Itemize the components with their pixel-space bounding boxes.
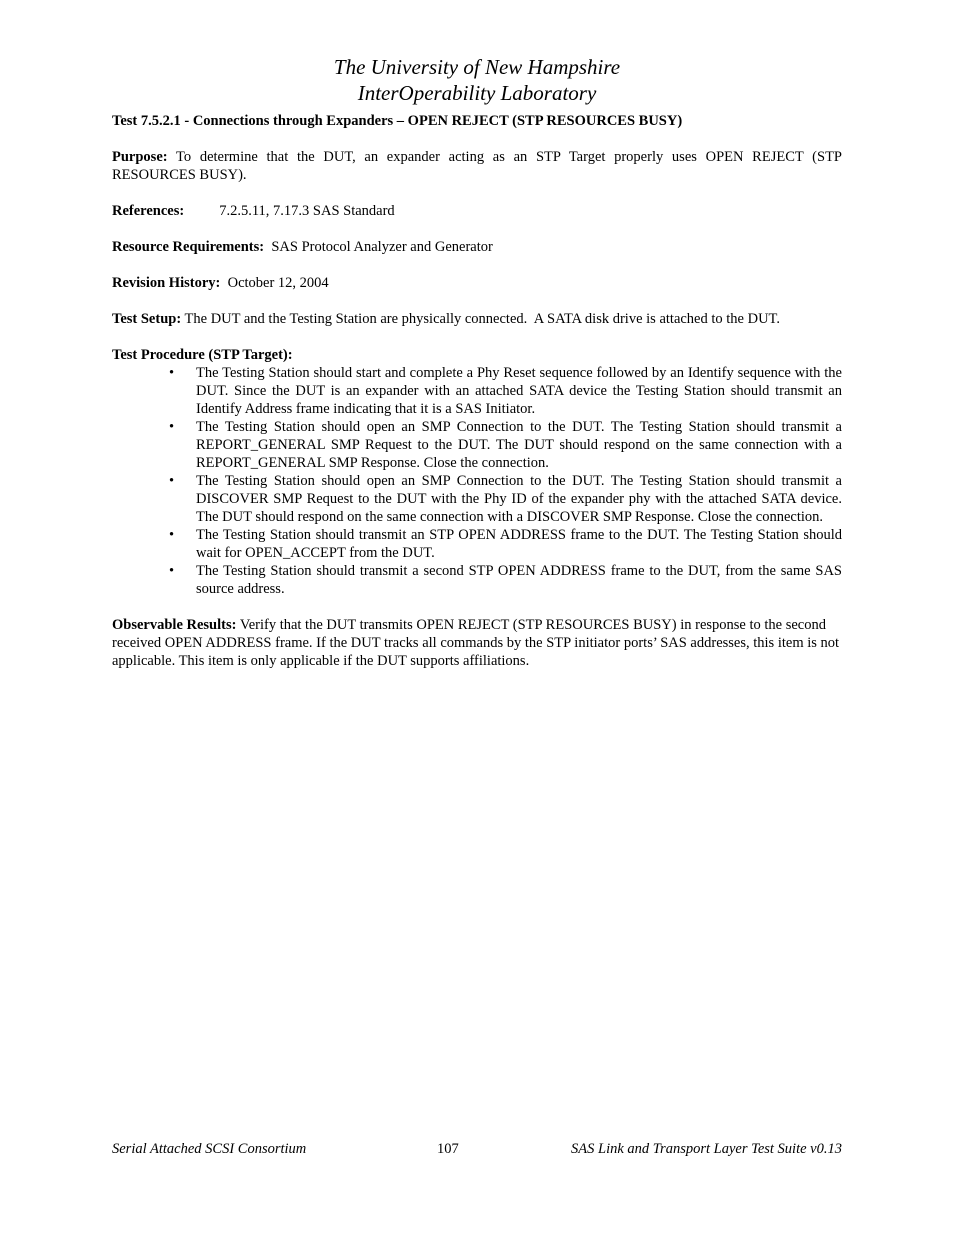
setup-label: Test Setup:	[112, 311, 182, 327]
procedure-list	[112, 364, 842, 598]
resources-label: Resource Requirements:	[112, 239, 265, 255]
bullet-icon: •	[169, 527, 175, 543]
footer-page-number: 107	[437, 1141, 459, 1157]
list-item	[112, 562, 842, 598]
procedure-step-text: The Testing Station should transmit an STP OPEN ADDRESS frame to the DUT. The Testing Station should wait for OPEN_ACCEPT from the DUT.	[196, 527, 842, 561]
results-text: Verify that the DUT transmits OPEN REJECT (STP RESOURCES BUSY) in response to the second received OPEN ADDRESS frame. If the DUT tracks all commands by the STP initiator ports’ SAS addresses, this item is not applicable. This item is only applicable if the DUT supports affiliations.	[112, 617, 840, 669]
bullet-icon: •	[169, 419, 175, 435]
purpose-text: To determine that the DUT, an expander acting as an STP Target properly uses OPEN REJECT (STP RESOURCES BUSY).	[112, 149, 842, 183]
revision-text: October 12, 2004	[220, 275, 329, 291]
list-item	[112, 364, 842, 418]
procedure-step-text: The Testing Station should open an SMP Connection to the DUT. The Testing Station should transmit a REPORT_GENERAL SMP Request to the DUT. The DUT should respond on the same connection with a REPORT_GENERAL SMP Response. Close the connection.	[196, 419, 842, 471]
purpose-paragraph	[112, 148, 842, 184]
page-footer	[112, 1140, 842, 1158]
page-header	[0, 54, 954, 106]
test-title: Test 7.5.2.1 - Connections through Expanders – OPEN REJECT (STP RESOURCES BUSY)	[112, 113, 683, 129]
resources-text: SAS Protocol Analyzer and Generator	[264, 239, 493, 255]
results-paragraph	[112, 616, 842, 670]
procedure-step-text: The Testing Station should transmit a second STP OPEN ADDRESS frame to the DUT, from the same SAS source address.	[196, 563, 842, 597]
references-text: 7.2.5.11, 7.17.3 SAS Standard	[219, 203, 395, 219]
header-laboratory: InterOperability Laboratory	[357, 81, 597, 105]
results-label: Observable Results:	[112, 617, 237, 633]
references-label: References:	[112, 203, 185, 219]
bullet-icon: •	[169, 365, 175, 381]
header-university: The University of New Hampshire	[333, 55, 621, 79]
list-item	[112, 526, 842, 562]
setup-text: The DUT and the Testing Station are physically connected. A SATA disk drive is attached to the DUT.	[181, 311, 780, 327]
test-content	[112, 112, 842, 670]
revision-paragraph	[112, 274, 842, 292]
list-item	[112, 472, 842, 526]
setup-paragraph	[112, 310, 842, 328]
bullet-icon: •	[169, 563, 175, 579]
list-item	[112, 418, 842, 472]
procedure-step-text: The Testing Station should start and complete a Phy Reset sequence followed by an Identify sequence with the DUT. Since the DUT is an expander with an attached SATA device the Testing Station should transmit an Identify Address frame indicating that it is a SAS Initiator.	[196, 365, 842, 417]
bullet-icon: •	[169, 473, 175, 489]
footer-consortium: Serial Attached SCSI Consortium	[112, 1141, 307, 1157]
procedure-step-text: The Testing Station should open an SMP Connection to the DUT. The Testing Station should transmit a DISCOVER SMP Request to the DUT with the Phy ID of the expander phy with the attached SATA device. The DUT should respond on the same connection with a DISCOVER SMP Response. Close the connection.	[196, 473, 842, 525]
purpose-label: Purpose:	[112, 149, 168, 165]
procedure-label: Test Procedure (STP Target):	[112, 347, 293, 363]
revision-label: Revision History:	[112, 275, 221, 291]
resources-paragraph	[112, 238, 842, 256]
references-paragraph	[112, 202, 842, 220]
footer-suite-title: SAS Link and Transport Layer Test Suite v0.13	[571, 1141, 842, 1157]
